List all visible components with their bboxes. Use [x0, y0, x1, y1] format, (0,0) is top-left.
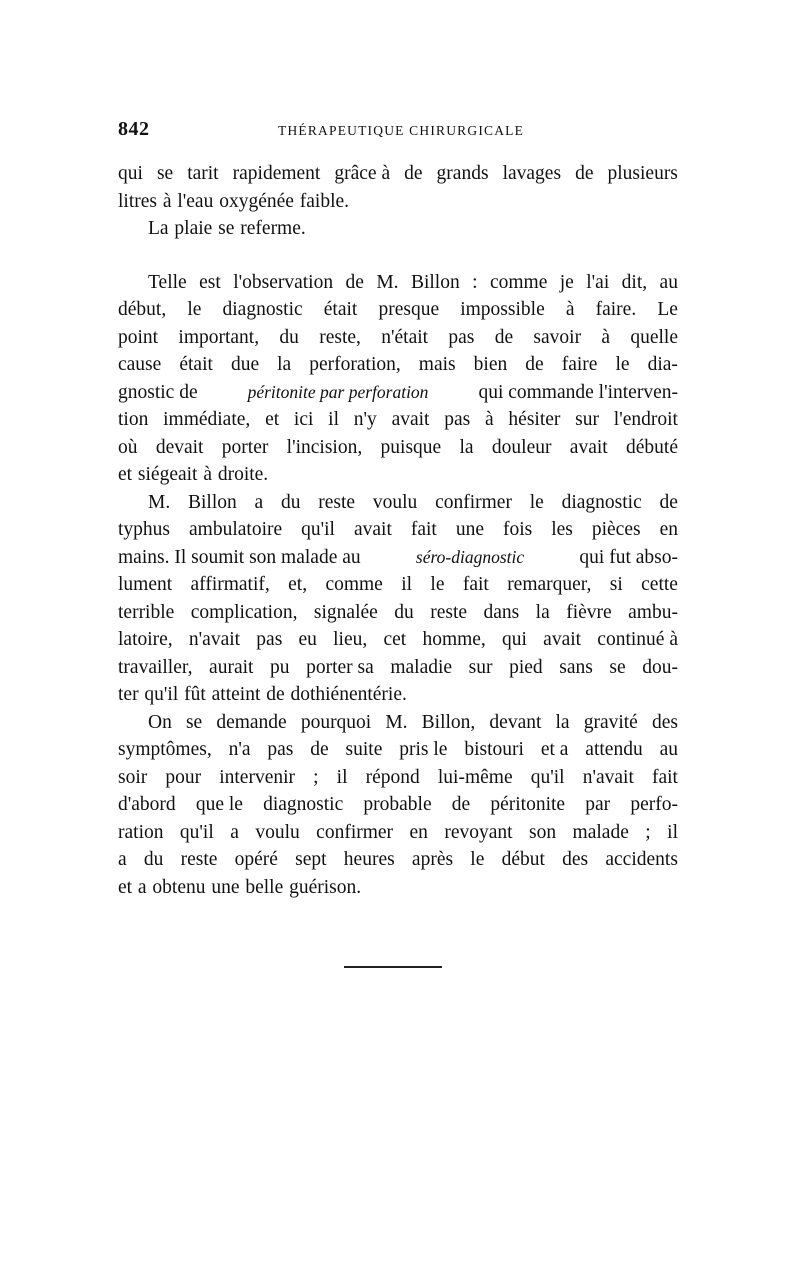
word: due: [230, 354, 260, 375]
word: demande: [216, 711, 287, 733]
word: l'incision,: [286, 436, 363, 458]
word: comme: [325, 574, 383, 595]
word: referme.: [240, 218, 306, 239]
word: cette: [641, 574, 678, 595]
word: belle: [245, 876, 284, 898]
text-segment: qui commande l'interven-: [478, 381, 678, 403]
word: le: [430, 574, 445, 595]
word: du: [279, 326, 299, 348]
text-segment: mains. Il soumit son malade au: [118, 546, 361, 568]
word: homme,: [422, 629, 486, 650]
word: que le: [195, 794, 243, 815]
word: lui-même: [437, 766, 513, 788]
word: maladie: [390, 656, 453, 678]
text-line: [118, 461, 678, 489]
word: diagnostic: [222, 299, 303, 320]
word: litres: [118, 190, 157, 212]
word: et a: [540, 739, 569, 760]
word: au: [659, 739, 678, 760]
word: par: [585, 794, 611, 815]
word: d'abord: [118, 794, 176, 815]
word: immédiate,: [163, 409, 251, 430]
word: je: [559, 271, 574, 293]
word: et: [118, 876, 133, 898]
word: porter sa: [306, 656, 374, 678]
word: heures: [343, 849, 395, 870]
word: une: [455, 519, 484, 540]
word: pour: [165, 766, 202, 788]
word: il: [328, 409, 340, 430]
word: affirmatif,: [190, 574, 270, 595]
word: n'a: [228, 739, 251, 760]
word: du: [143, 849, 164, 870]
word: lavages: [502, 163, 562, 184]
word: faible.: [299, 190, 350, 212]
text-segment: qui fut abso-: [579, 546, 678, 568]
word: après: [411, 849, 454, 870]
word: la: [459, 436, 474, 458]
word: reste: [180, 849, 218, 870]
word: était: [323, 299, 358, 320]
word: a: [118, 849, 127, 870]
word: qu'il: [179, 821, 214, 843]
word: dou-: [642, 656, 678, 678]
word: et,: [288, 574, 308, 595]
word: savoir: [533, 326, 582, 348]
word: devait: [155, 436, 204, 458]
word: à: [565, 299, 575, 320]
word: ;: [645, 821, 651, 843]
word: remarquer,: [507, 574, 592, 595]
text-line: [118, 764, 678, 792]
word: voulu: [255, 821, 300, 843]
word: porter: [221, 436, 269, 458]
word: de: [451, 794, 471, 815]
text-line: [118, 489, 678, 517]
word: les: [551, 519, 573, 540]
word: intervenir: [219, 766, 296, 788]
word: avait: [353, 519, 392, 540]
word: où: [118, 436, 138, 458]
word: péritonite: [490, 794, 566, 815]
word: continué à: [597, 629, 678, 650]
word: droite.: [217, 464, 269, 485]
text-line: [118, 791, 678, 819]
word: de: [310, 739, 329, 760]
text-line: [118, 324, 678, 352]
word: n'était: [381, 326, 429, 348]
word: qu'il: [301, 519, 335, 540]
word: avait: [569, 436, 608, 458]
word: pris le: [399, 739, 448, 760]
word: du: [394, 601, 414, 623]
word: cet: [383, 629, 407, 650]
text-line: [118, 846, 678, 874]
end-rule: [344, 966, 442, 968]
word: était: [179, 354, 213, 375]
word: reste: [430, 601, 468, 623]
text-segment: gnostic de: [118, 381, 198, 403]
word: siégeait: [137, 464, 198, 485]
word: son: [529, 821, 557, 843]
word: hésiter: [508, 409, 561, 430]
text-line: [118, 215, 678, 243]
word: qu'il: [144, 684, 179, 705]
word: revoyant: [444, 821, 513, 843]
page-number: 842: [118, 118, 150, 140]
text-line: [118, 709, 678, 737]
word: une: [211, 876, 240, 898]
word: tarit: [187, 163, 219, 184]
word: complication,: [190, 601, 298, 623]
running-head: [118, 118, 678, 142]
word: symptômes,: [118, 739, 212, 760]
word: plaie: [174, 218, 213, 239]
word: atteint: [211, 684, 261, 705]
word: dia-: [647, 354, 678, 375]
word: ambu-: [628, 601, 678, 623]
italic-term: séro-diagnostic: [415, 546, 525, 567]
word: se: [156, 163, 174, 184]
word: oxygénée: [219, 190, 294, 212]
word: guérison.: [289, 876, 362, 898]
word: il: [401, 574, 413, 595]
text-line: [118, 626, 678, 654]
word: tion: [118, 409, 149, 430]
word: Billon: [410, 271, 460, 293]
word: fièvre: [566, 601, 612, 623]
word: n'avait: [582, 766, 634, 788]
word: le: [615, 354, 630, 375]
text-line: [118, 599, 678, 627]
word: à: [162, 190, 172, 212]
italic-term: péritonite par perforation: [247, 381, 429, 402]
text-line: [118, 406, 678, 434]
word: diagnostic: [561, 491, 642, 513]
word: La: [148, 218, 169, 239]
word: fait: [651, 766, 678, 788]
word: qui: [118, 163, 143, 184]
text-line: [118, 571, 678, 599]
word: la: [535, 601, 550, 623]
word: M.: [376, 271, 399, 293]
text-line: [118, 188, 678, 216]
word: ter: [118, 684, 139, 705]
text-line: [118, 819, 678, 847]
word: Le: [657, 299, 678, 320]
word: important,: [178, 326, 260, 348]
word: se: [609, 656, 626, 678]
word: n'avait: [188, 629, 241, 650]
word: des: [562, 849, 589, 870]
word: et: [118, 464, 133, 485]
word: a: [254, 491, 264, 513]
text-line: [118, 516, 678, 544]
word: pas: [444, 409, 471, 430]
text-line: [118, 736, 678, 764]
word: de: [404, 163, 423, 184]
word: ambulatoire: [189, 519, 283, 540]
word: mais: [418, 354, 456, 375]
word: accidents: [605, 849, 678, 870]
text-line: [118, 296, 678, 324]
word: puisque: [380, 436, 442, 458]
word: pas: [448, 326, 475, 348]
word: avait: [391, 409, 430, 430]
word: de: [659, 491, 678, 513]
word: grands: [436, 163, 489, 184]
word: impossible: [460, 299, 545, 320]
word: Billon,: [421, 711, 476, 733]
text-line: [118, 654, 678, 682]
running-title: THÉRAPEUTIQUE CHIRURGICALE: [278, 123, 525, 138]
word: point: [118, 326, 159, 348]
word: dit,: [621, 271, 648, 293]
word: Billon: [188, 491, 237, 513]
text-line: [118, 379, 678, 407]
word: dans: [483, 601, 520, 623]
word: pu: [270, 656, 290, 678]
word: grâce à: [334, 163, 391, 184]
word: l'endroit: [613, 409, 678, 430]
word: si: [609, 574, 623, 595]
word: faire.: [595, 299, 637, 320]
body-text: [118, 160, 678, 901]
word: il: [336, 766, 348, 788]
word: bistouri: [464, 739, 524, 760]
word: quelle: [630, 326, 678, 348]
word: pied: [509, 656, 543, 678]
word: pourquoi: [300, 711, 372, 733]
word: l'ai: [586, 271, 610, 293]
word: confirmer: [435, 491, 512, 513]
word: bien: [473, 354, 508, 375]
word: comme: [489, 271, 548, 293]
word: signalée: [313, 601, 378, 623]
word: obtenu: [152, 876, 206, 898]
word: douleur: [491, 436, 552, 458]
word: se: [218, 218, 235, 239]
word: ration: [118, 821, 164, 843]
word: a: [230, 821, 239, 843]
word: fait: [462, 574, 489, 595]
word: ici: [293, 409, 314, 430]
word: de: [494, 326, 514, 348]
word: Telle: [148, 271, 187, 293]
word: confirmer: [316, 821, 394, 843]
word: plusieurs: [607, 163, 678, 184]
word: il: [667, 821, 678, 843]
word: terrible: [118, 601, 175, 623]
word: eu: [298, 629, 317, 650]
paragraph-gap: [118, 243, 678, 269]
text-line: [118, 874, 678, 902]
word: diagnostic: [263, 794, 344, 815]
word: aurait: [209, 656, 254, 678]
word: début,: [118, 299, 167, 320]
word: suite: [345, 739, 383, 760]
text-line: [118, 269, 678, 297]
word: le: [187, 299, 202, 320]
word: la: [277, 354, 292, 375]
word: lument: [118, 574, 173, 595]
word: début: [501, 849, 545, 870]
word: la: [555, 711, 570, 733]
word: typhus: [118, 519, 171, 540]
word: :: [472, 271, 478, 293]
word: opéré: [234, 849, 278, 870]
word: malade: [572, 821, 629, 843]
word: de: [345, 271, 364, 293]
word: le: [529, 491, 544, 513]
word: rapidement: [232, 163, 321, 184]
word: travailler,: [118, 656, 193, 678]
word: soir: [118, 766, 148, 788]
word: cause: [118, 354, 162, 375]
word: dothiénentérie.: [290, 684, 407, 705]
text-line: [118, 434, 678, 462]
word: des: [651, 711, 678, 733]
word: pas: [267, 739, 294, 760]
word: voulu: [372, 491, 418, 513]
word: lieu,: [333, 629, 368, 650]
word: reste: [318, 491, 356, 513]
word: à: [485, 409, 494, 430]
word: débuté: [626, 436, 678, 458]
word: se: [185, 711, 203, 733]
text-line: [118, 351, 678, 379]
word: sans: [559, 656, 593, 678]
word: On: [148, 711, 172, 733]
word: pas: [256, 629, 283, 650]
word: de: [575, 163, 594, 184]
word: reste,: [319, 326, 361, 348]
word: en: [659, 519, 678, 540]
word: fût: [184, 684, 206, 705]
word: presque: [378, 299, 440, 320]
word: fait: [410, 519, 437, 540]
word: et: [265, 409, 280, 430]
text-line: [118, 544, 678, 572]
word: le: [470, 849, 485, 870]
word: à: [601, 326, 611, 348]
word: sept: [295, 849, 327, 870]
word: à: [203, 464, 212, 485]
word: attendu: [585, 739, 643, 760]
word: sur: [468, 656, 493, 678]
word: devant: [489, 711, 542, 733]
word: gravité: [583, 711, 638, 733]
text-line: [118, 160, 678, 188]
word: pièces: [591, 519, 641, 540]
word: l'eau: [177, 190, 214, 212]
word: du: [280, 491, 301, 513]
word: est: [199, 271, 221, 293]
word: qu'il: [530, 766, 565, 788]
text-line: [118, 681, 678, 709]
word: de: [525, 354, 544, 375]
word: perforation,: [309, 354, 401, 375]
word: en: [409, 821, 428, 843]
word: répond: [365, 766, 420, 788]
word: fois: [502, 519, 533, 540]
word: ;: [313, 766, 319, 788]
word: M.: [148, 491, 171, 513]
word: latoire,: [118, 629, 173, 650]
word: faire: [561, 354, 598, 375]
word: qui: [502, 629, 527, 650]
word: M.: [385, 711, 408, 733]
word: avait: [543, 629, 582, 650]
word: de: [266, 684, 285, 705]
word: a: [137, 876, 147, 898]
word: l'observation: [233, 271, 334, 293]
word: perfo-: [630, 794, 678, 815]
word: n'y: [353, 409, 377, 430]
word: au: [659, 271, 678, 293]
word: probable: [363, 794, 432, 815]
word: sur: [575, 409, 600, 430]
